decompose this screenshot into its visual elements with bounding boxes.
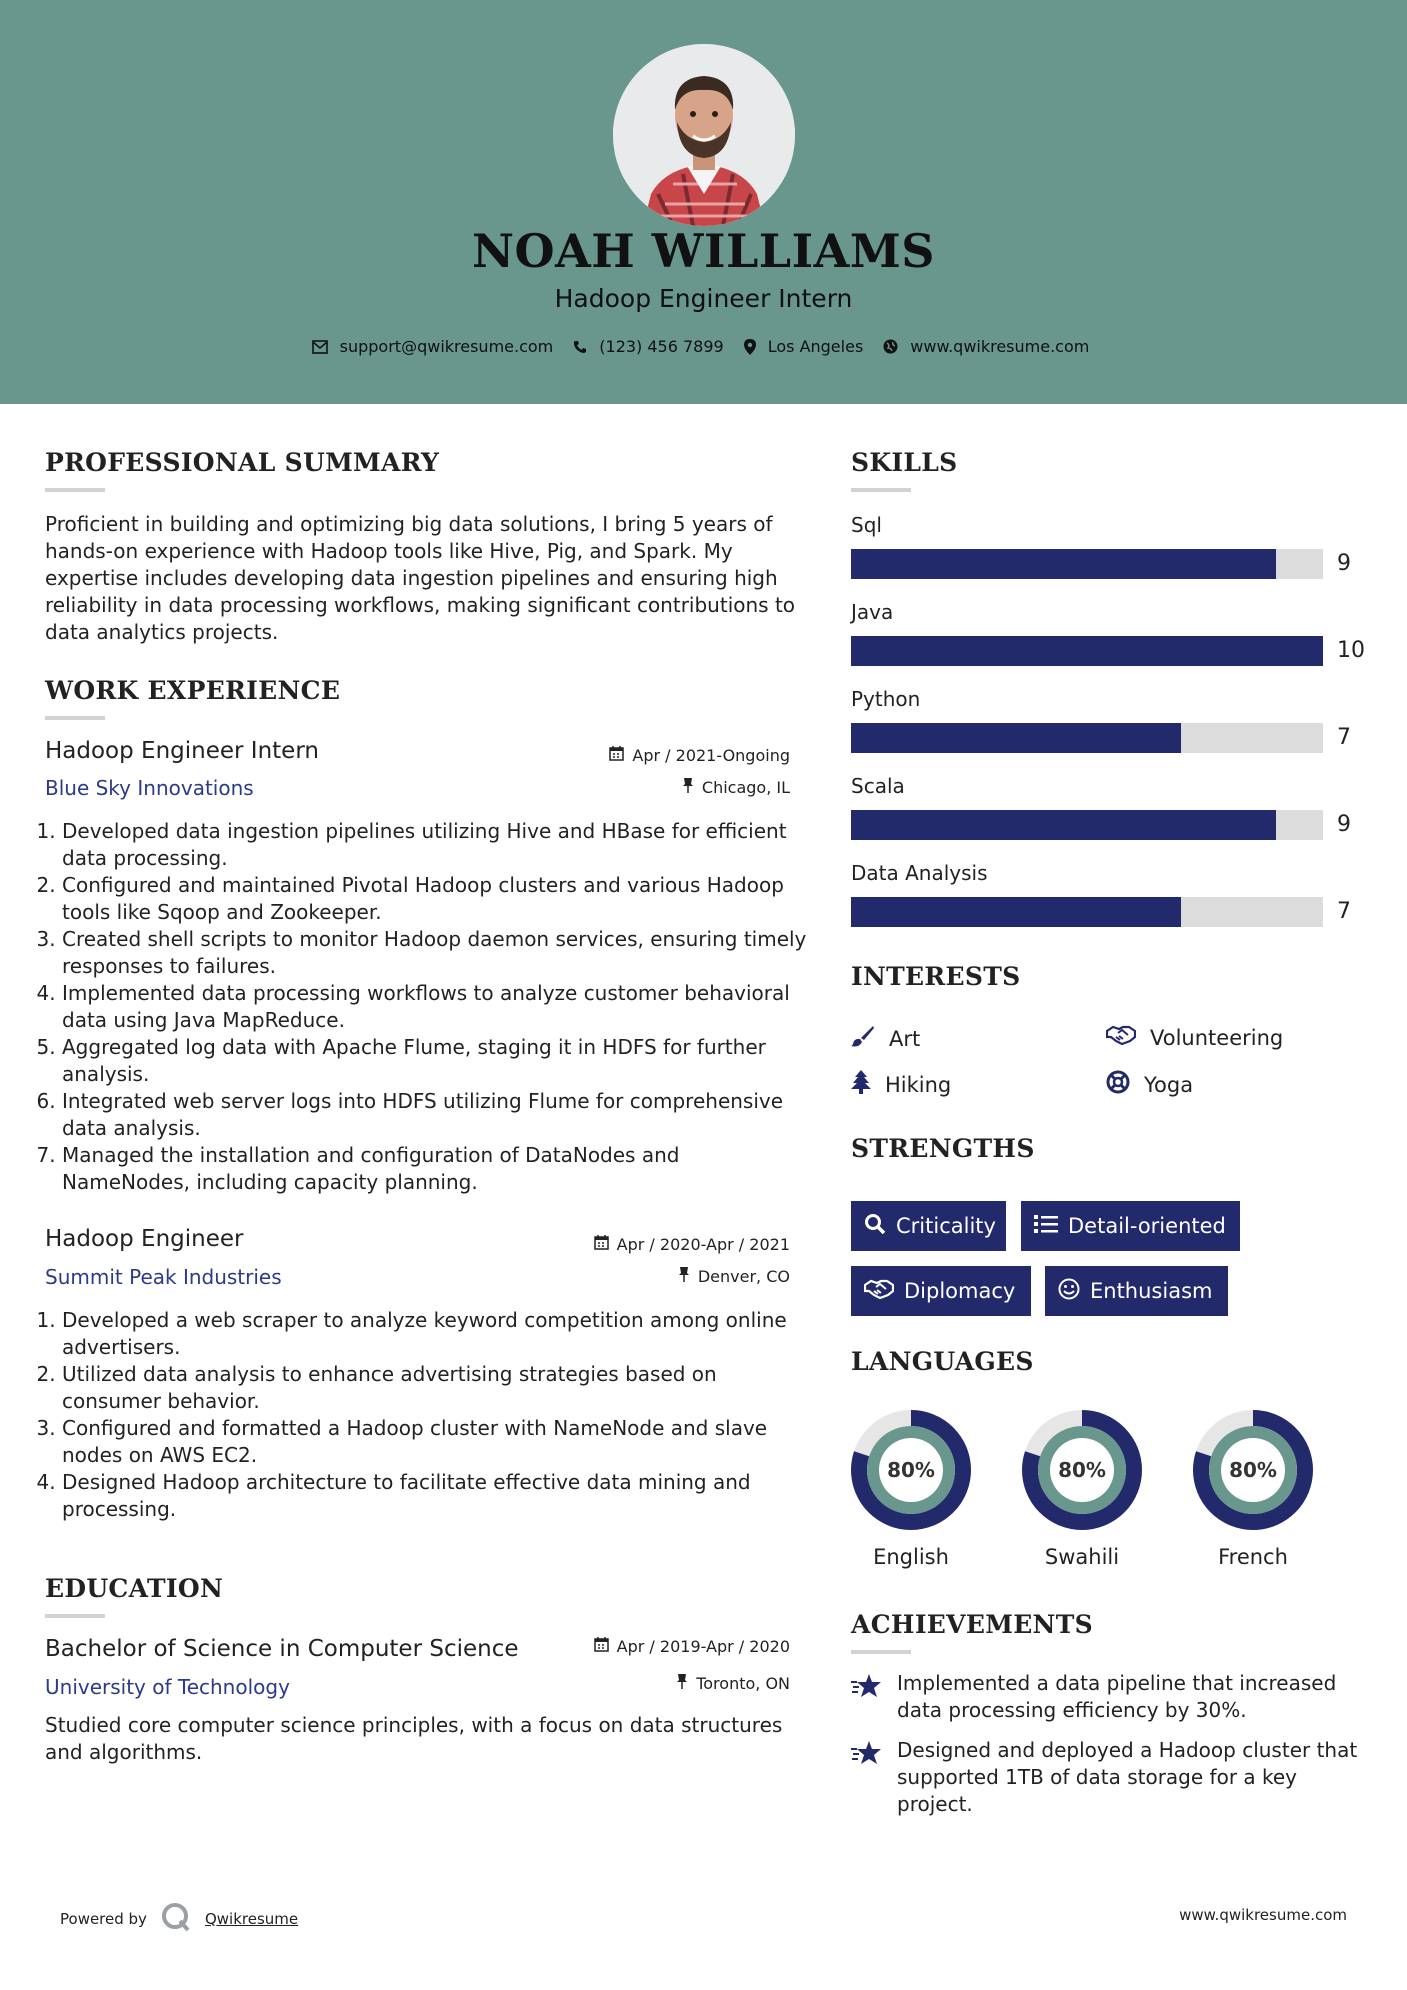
handshake-icon (1106, 1025, 1136, 1050)
skill-value: 10 (1337, 638, 1365, 663)
experience-divider (45, 716, 105, 720)
language-percent: 80% (1229, 1458, 1277, 1482)
interest-volunteering (1106, 1025, 1283, 1050)
skill-bar-fill (851, 810, 1276, 840)
list-item: 4. Designed Hadoop architecture to facilitate effective data mining and processing. (62, 1469, 822, 1523)
summary-heading: PROFESSIONAL SUMMARY (45, 448, 440, 477)
list-item: 3. Created shell scripts to monitor Hadoop daemon services, ensuring timely responses to failures. (62, 926, 807, 980)
job-title: Hadoop Engineer (45, 1226, 244, 1252)
location-text: Los Angeles (767, 337, 864, 356)
qwikresume-logo-icon (161, 1902, 191, 1936)
map-pin-icon (744, 339, 756, 355)
summary-divider (45, 488, 105, 492)
achievement-text: Implemented a data pipeline that increased data processing efficiency by 30%. (897, 1671, 1337, 1722)
interest-label: Volunteering (1150, 1025, 1284, 1050)
job-location (682, 778, 790, 797)
job-bullets (36, 818, 807, 1196)
contact-phone[interactable] (573, 337, 723, 356)
job-company: Summit Peak Industries (45, 1265, 282, 1289)
job-bullets (36, 1307, 822, 1523)
job-dates (609, 746, 790, 765)
strength-label: Diplomacy (904, 1279, 1016, 1303)
profile-photo (613, 44, 795, 226)
skill-bar-track (851, 723, 1323, 753)
job-dates (594, 1235, 790, 1254)
strengths-heading: STRENGTHS (851, 1134, 1035, 1163)
strength-label: Criticality (896, 1214, 996, 1238)
skills-divider (851, 488, 911, 492)
list-item: 2. Utilized data analysis to enhance advertising strategies based on consumer behavior. (62, 1361, 822, 1415)
list-item: 3. Configured and formatted a Hadoop cluster with NameNode and slave nodes on AWS EC2. (62, 1415, 822, 1469)
lifering-icon (1106, 1070, 1130, 1099)
contact-email[interactable] (312, 337, 554, 356)
strength-badge (851, 1201, 1006, 1251)
phone-text: (123) 456 7899 (599, 337, 724, 356)
summary-text: Proficient in building and optimizing big data solutions, I bring 5 years of hands-on experience with Hadoop tools like Hive, Pig, and Spark. My expertise includes developing data ingestion pipelines and ensuring high reliability in data processing workflows, making significant contributions to data analytics projects. (45, 512, 796, 644)
globe-icon (883, 339, 898, 354)
education-heading: EDUCATION (45, 1574, 224, 1603)
skill-label: Scala (851, 774, 905, 798)
email-text: support@qwikresume.com (339, 337, 554, 356)
skill-value: 7 (1337, 899, 1351, 924)
interest-art (851, 1025, 920, 1052)
achievements-heading: ACHIEVEMENTS (851, 1610, 1093, 1639)
star-icon (851, 1673, 883, 1724)
education-location (676, 1674, 790, 1693)
pushpin-icon (676, 1674, 688, 1693)
calendar-icon (609, 746, 624, 765)
list-item: 1. Developed data ingestion pipelines utilizing Hive and HBase for efficient data processing. (62, 818, 807, 872)
interest-label: Yoga (1144, 1072, 1194, 1097)
interest-yoga (1106, 1070, 1193, 1099)
skill-label: Java (851, 600, 894, 624)
strength-badge (1021, 1201, 1240, 1251)
skill-bar-track (851, 897, 1323, 927)
languages-heading: LANGUAGES (851, 1347, 1034, 1376)
strength-label: Enthusiasm (1090, 1279, 1213, 1303)
handshake-icon (864, 1279, 894, 1304)
pushpin-icon (678, 1267, 690, 1286)
skill-bar-fill (851, 636, 1323, 666)
skill-value: 7 (1337, 725, 1351, 750)
language-ring (1021, 1409, 1143, 1531)
skill-value: 9 (1337, 812, 1351, 837)
list-item: 5. Aggregated log data with Apache Flume, staging it in HDFS for further analysis. (62, 1034, 807, 1088)
job-location-text: Chicago, IL (701, 778, 790, 797)
calendar-icon (594, 1235, 609, 1254)
list-item: 2. Configured and maintained Pivotal Hadoop clusters and various Hadoop tools like Sqoop and Zookeeper. (62, 872, 807, 926)
degree-title: Bachelor of Science in Computer Science (45, 1636, 519, 1662)
skill-label: Python (851, 687, 921, 711)
education-dates (594, 1637, 790, 1656)
website-text: www.qwikresume.com (910, 337, 1090, 356)
interest-label: Hiking (885, 1072, 952, 1097)
achievement-text: Designed and deployed a Hadoop cluster that supported 1TB of data storage for a key project. (897, 1738, 1358, 1816)
footer-brand-link[interactable]: Qwikresume (204, 1910, 299, 1928)
tree-icon (851, 1070, 871, 1099)
skill-bar-track (851, 636, 1323, 666)
job-location-text: Denver, CO (697, 1267, 790, 1286)
language-percent: 80% (1058, 1458, 1106, 1482)
interest-hiking (851, 1070, 951, 1099)
candidate-role: Hadoop Engineer Intern (554, 284, 853, 313)
pushpin-icon (682, 778, 694, 797)
language-ring (850, 1409, 972, 1531)
strength-badge (851, 1266, 1031, 1316)
language-name: French (1218, 1545, 1288, 1569)
skill-label: Data Analysis (851, 861, 988, 885)
contact-bar (0, 337, 1407, 356)
skill-value: 9 (1337, 551, 1351, 576)
education-divider (45, 1614, 105, 1618)
skill-bar-fill (851, 897, 1181, 927)
skill-bar-fill (851, 723, 1181, 753)
achievement-item (851, 1737, 1371, 1818)
envelope-icon (312, 340, 328, 354)
language-name: Swahili (1044, 1545, 1120, 1569)
interest-label: Art (889, 1026, 921, 1051)
language-name: English (873, 1545, 949, 1569)
interests-heading: INTERESTS (851, 962, 1021, 991)
footer-powered-by (60, 1902, 298, 1936)
language-percent: 80% (887, 1458, 935, 1482)
candidate-name: NOAH WILLIAMS (472, 224, 935, 278)
strength-label: Detail-oriented (1068, 1214, 1226, 1238)
job-location (678, 1267, 790, 1286)
header-banner (0, 0, 1407, 404)
smile-icon (1058, 1278, 1080, 1305)
language-ring (1192, 1409, 1314, 1531)
star-icon (851, 1740, 883, 1818)
education-dates-text: Apr / 2019-Apr / 2020 (616, 1637, 790, 1656)
job-company: Blue Sky Innovations (45, 776, 254, 800)
education-location-text: Toronto, ON (696, 1674, 790, 1693)
education-text: Studied core computer science principles, with a focus on data structures and algorithms. (45, 1713, 783, 1764)
list-item: 4. Implemented data processing workflows to analyze customer behavioral data using Java MapReduce. (62, 980, 807, 1034)
contact-location (744, 337, 864, 356)
school-name: University of Technology (45, 1675, 290, 1699)
skill-label: Sql (851, 513, 882, 537)
skill-bar-fill (851, 549, 1276, 579)
list-item: 6. Integrated web server logs into HDFS utilizing Flume for comprehensive data analysis. (62, 1088, 807, 1142)
skill-bar-track (851, 810, 1323, 840)
experience-heading: WORK EXPERIENCE (45, 676, 341, 705)
achievement-item (851, 1670, 1371, 1724)
contact-website[interactable] (883, 337, 1089, 356)
search-icon (864, 1213, 886, 1240)
job-dates-text: Apr / 2020-Apr / 2021 (616, 1235, 790, 1254)
phone-icon (573, 340, 587, 354)
calendar-icon (594, 1637, 609, 1656)
job-title: Hadoop Engineer Intern (45, 738, 319, 764)
list-icon (1034, 1214, 1058, 1239)
list-item: 7. Managed the installation and configuration of DataNodes and NameNodes, including capacity planning. (62, 1142, 807, 1196)
powered-by-label: Powered by (60, 1910, 147, 1928)
paintbrush-icon (851, 1025, 875, 1052)
skill-bar-track (851, 549, 1323, 579)
strength-badge (1045, 1266, 1228, 1316)
skills-heading: SKILLS (851, 448, 958, 477)
achievements-divider (851, 1650, 911, 1654)
footer-site[interactable]: www.qwikresume.com (1179, 1906, 1347, 1924)
job-dates-text: Apr / 2021-Ongoing (632, 746, 790, 765)
list-item: 1. Developed a web scraper to analyze keyword competition among online advertisers. (62, 1307, 822, 1361)
